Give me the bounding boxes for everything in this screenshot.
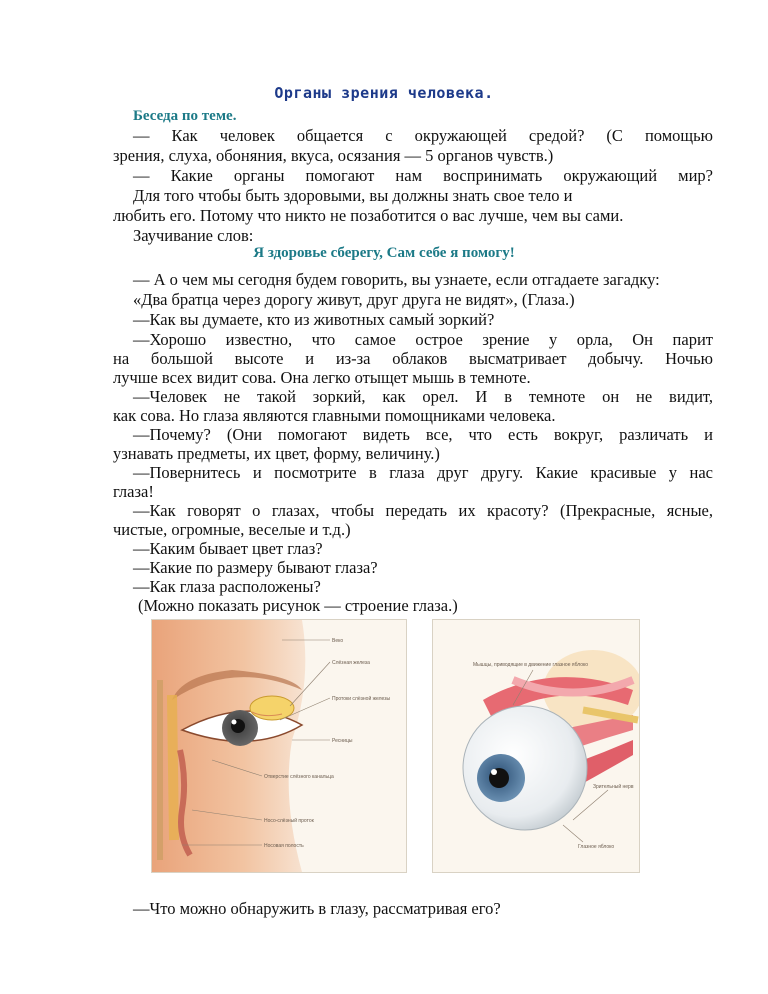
subheading: Беседа по теме. (133, 108, 237, 124)
label-nasolacrimal-duct: Носо-слёзный проток (264, 818, 314, 824)
text-line: —Хорошо известно, что самое острое зрение у орла, Он парит (133, 330, 713, 349)
text-line: — Как человек общается с окружающей средой? (С помощью (133, 126, 713, 145)
text-line: (Можно показать рисунок — строение глаза.) (138, 596, 458, 615)
lacrimal-illustration (152, 620, 406, 872)
label-eye-muscles: Мышцы, приводящие в движение глазное яблоко (473, 662, 589, 668)
text-line: —Почему? (Они помогают видеть все, что есть вокруг, различать и (133, 425, 713, 444)
text-line: «Два братца через дорогу живут, друг друга не видят», (Глаза.) (133, 290, 575, 309)
text-line: глаза! (113, 482, 154, 501)
motto: Я здоровье сберегу, Сам себе я помогу! (253, 245, 515, 261)
text-line: лучше всех видит сова. Она легко отыщет мышь в темноте. (113, 368, 531, 387)
label-tear-gland: Слёзная железа (332, 660, 370, 666)
text-line: —Как говорят о глазах, чтобы передать их красоту? (Прекрасные, ясные, (133, 501, 713, 520)
text-line: — Какие органы помогают нам воспринимать окружающий мир? (133, 166, 713, 185)
text-line: чистые, огромные, веселые и т.д.) (113, 520, 351, 539)
label-nasal-cavity: Носовая полость (264, 843, 304, 849)
text-line: Заучивание слов: (133, 226, 254, 245)
text-line: —Как глаза расположены? (133, 577, 321, 596)
text-line: как сова. Но глаза являются главными помощниками человека. (113, 406, 556, 425)
text-line: Для того чтобы быть здоровыми, вы должны знать свое тело и (133, 186, 573, 205)
text-line: узнавать предметы, их цвет, форму, величину.) (113, 444, 440, 463)
label-eyelid: Веко (332, 638, 344, 644)
label-canal-opening: Отверстие слёзного канальца (264, 774, 334, 780)
text-line: любить его. Потому что никто не позаботится о вас лучше, чем вы сами. (113, 206, 624, 225)
label-optic-nerve: Зрительный нерв (593, 784, 634, 790)
label-eyeball: Глазное яблоко (578, 844, 615, 850)
eyeball-illustration (433, 620, 639, 872)
page-title: Органы зрения человека. (274, 84, 494, 102)
text-line: зрения, слуха, обоняния, вкуса, осязания — 5 органов чувств.) (113, 146, 554, 165)
text-line: —Какие по размеру бывают глаза? (133, 558, 378, 577)
text-line: —Как вы думаете, кто из животных самый зоркий? (133, 310, 495, 329)
label-gland-ducts: Протоки слёзной железы (332, 696, 391, 702)
text-line: на большой высоте и из-за облаков высматривает добычу. Ночью (113, 349, 713, 368)
text-line: —Человек не такой зоркий, как орел. И в темноте он не видит, (133, 387, 713, 406)
text-line: — А о чем мы сегодня будем говорить, вы узнаете, если отгадаете загадку: (133, 270, 660, 289)
text-line-final: —Что можно обнаружить в глазу, рассматривая его? (133, 899, 501, 918)
text-line: —Каким бывает цвет глаз? (133, 539, 323, 558)
label-eyelashes: Ресницы (332, 738, 353, 744)
text-line: —Повернитесь и посмотрите в глаза друг другу. Какие красивые у нас (133, 463, 713, 482)
figure-eyeball-muscles (432, 619, 640, 873)
figure-lacrimal-apparatus (151, 619, 407, 873)
